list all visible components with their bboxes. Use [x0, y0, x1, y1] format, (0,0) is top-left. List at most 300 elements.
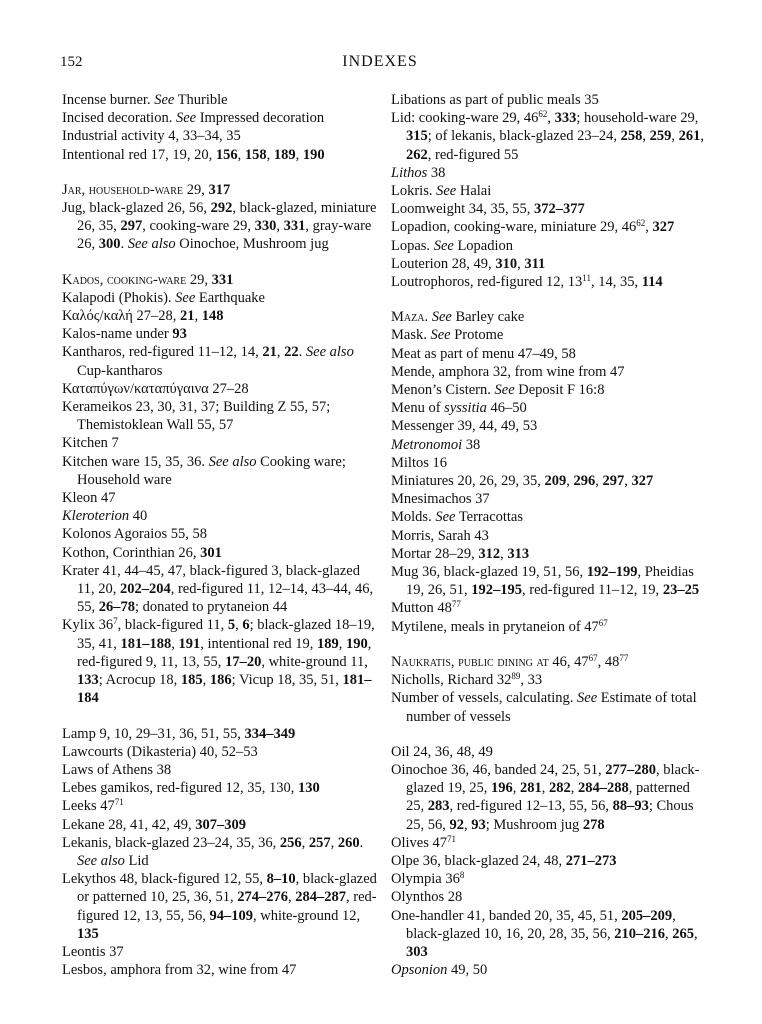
index-entry — [62, 109, 380, 127]
bold-reference: 189 — [317, 635, 339, 652]
bold-reference: 190 — [346, 635, 368, 652]
entry-text: , — [512, 780, 520, 797]
entry-text: Mutton 48 — [391, 600, 452, 617]
index-entry — [391, 200, 709, 218]
entry-text: Lopas. — [391, 237, 434, 254]
bold-reference: 331 — [211, 271, 234, 288]
index-entry — [391, 689, 709, 725]
entry-text: Olynthos 28 — [391, 889, 463, 906]
bold-reference: 327 — [631, 473, 654, 490]
index-entry — [391, 563, 709, 599]
small-caps-heading: Maza — [391, 309, 425, 326]
index-entry — [391, 834, 709, 852]
entry-text: Oinochoe 36, 46, banded 24, 25, 51, — [391, 761, 606, 778]
entry-text: Καλός/καλή 27–28, — [62, 308, 180, 325]
bold-reference: 6 — [242, 617, 250, 634]
entry-text: , cooking-ware 29, — [142, 218, 255, 235]
entry-text: ; of lekanis, black-glazed 23–24, — [427, 128, 621, 145]
bold-reference: 192–199 — [586, 564, 638, 581]
entry-text: Menon’s Cistern. — [391, 382, 495, 399]
entry-text: , — [566, 473, 574, 490]
index-entry — [62, 616, 380, 707]
entry-text: Mask. — [391, 327, 431, 344]
entry-text: Mende, amphora 32, from wine from 47 — [391, 363, 625, 380]
entry-text: Cup-kantharos — [77, 362, 163, 379]
bold-reference: 296 — [573, 473, 596, 490]
entry-text: , — [570, 780, 578, 797]
bold-reference: 156 — [215, 146, 238, 163]
footnote-ref: 71 — [446, 833, 456, 844]
entry-text: , — [517, 255, 525, 272]
entry-text: , — [171, 635, 179, 652]
index-entry — [62, 181, 380, 199]
bold-reference: 135 — [77, 925, 99, 942]
bold-reference: 265 — [672, 925, 694, 942]
bold-reference: 317 — [208, 181, 231, 198]
entry-text: Number of vessels, calculating. — [391, 690, 578, 707]
footnote-ref: 77 — [619, 652, 629, 663]
entry-text: 29, — [186, 271, 212, 288]
italic-term: See — [175, 110, 197, 127]
entry-text: , red-figured 55 — [427, 146, 519, 163]
index-entry — [391, 907, 709, 962]
running-title: INDEXES — [342, 53, 418, 70]
italic-term: See — [577, 690, 598, 707]
index-entry — [391, 255, 709, 273]
entry-text: Halai — [456, 183, 492, 200]
entry-text: , — [664, 925, 673, 942]
index-entry — [391, 237, 709, 255]
entry-text: , — [235, 617, 243, 634]
entry-text: , 14, 35, — [590, 274, 642, 291]
bold-reference: 303 — [406, 943, 428, 960]
index-entry — [62, 525, 380, 543]
index-entry — [391, 273, 709, 291]
entry-text: Louterion 28, 49, — [391, 255, 496, 272]
section-gap — [62, 708, 380, 725]
entry-text: , — [500, 545, 508, 562]
bold-reference: 205–209 — [621, 907, 673, 924]
entry-text: Incense burner. — [62, 92, 155, 108]
index-entry — [62, 199, 380, 254]
index-entry — [62, 325, 380, 343]
italic-term: See also — [305, 344, 354, 361]
bold-reference: 310 — [495, 255, 518, 272]
entry-text: , — [288, 889, 296, 906]
entry-text: Lamp 9, 10, 29–31, 36, 51, 55, — [62, 725, 245, 742]
bold-reference: 189 — [273, 146, 296, 163]
bold-reference: 21 — [262, 344, 277, 361]
entry-text: Mortar 28–29, — [391, 545, 479, 562]
index-entry — [391, 91, 709, 109]
italic-term: Lithos — [391, 164, 428, 181]
bold-reference: 190 — [302, 146, 325, 163]
page-header — [60, 48, 700, 78]
index-entry — [391, 671, 709, 689]
bold-reference: 277–280 — [605, 761, 656, 778]
entry-text: Miniatures 20, 26, 29, 35, — [391, 473, 545, 490]
entry-text: , 33 — [520, 672, 543, 689]
footnote-ref: 62 — [636, 218, 646, 229]
index-entry — [391, 436, 709, 454]
section-gap — [62, 164, 380, 181]
bold-reference: 331 — [283, 218, 306, 235]
index-entry — [62, 761, 380, 779]
italic-term: See — [494, 382, 515, 399]
entry-text: Miltos 16 — [391, 454, 447, 471]
italic-term: See — [431, 309, 452, 326]
entry-text: Lopadion, cooking-ware, miniature 29, 46 — [391, 219, 637, 236]
entry-text: , — [693, 925, 698, 942]
bold-reference: 334–349 — [244, 725, 296, 742]
index-entry — [62, 343, 380, 379]
entry-text: , — [541, 780, 549, 797]
index-entry — [62, 834, 380, 870]
bold-reference: 22 — [284, 344, 299, 361]
index-entry — [391, 870, 709, 888]
italic-term: See also — [208, 453, 257, 470]
entry-text: Kolonos Agoraios 55, 58 — [62, 526, 207, 543]
bold-reference: 262 — [406, 146, 428, 163]
entry-text: , Pheidias 19, 26, 51, — [406, 564, 694, 599]
bold-reference: 260 — [337, 834, 360, 851]
bold-reference: 274–276 — [237, 889, 289, 906]
index-entry — [62, 961, 380, 979]
entry-text: , patterned 25, — [406, 780, 690, 815]
entry-text: Kitchen ware 15, 35, 36. — [62, 453, 209, 470]
entry-text: Lekane 28, 41, 42, 49, — [62, 816, 196, 833]
index-entry — [62, 127, 380, 145]
index-entry — [391, 164, 709, 182]
index-entry — [391, 345, 709, 363]
entry-text: Kerameikos 23, 30, 31, 37; Building Z 55, 57; Themistoklean Wall 55, 57 — [62, 399, 331, 434]
entry-text: Olives 47 — [391, 834, 447, 851]
bold-reference: 307–309 — [195, 816, 247, 833]
entry-text: , white-ground 11, — [261, 653, 368, 670]
entry-text: Protome — [450, 327, 504, 344]
page-number: 152 — [60, 54, 83, 70]
entry-text: Molds. — [391, 509, 436, 526]
bold-reference: 185 — [180, 672, 203, 689]
bold-reference: 196 — [490, 780, 513, 797]
entry-text: Menu of — [391, 400, 445, 417]
entry-text: , — [700, 128, 704, 145]
index-entry — [62, 489, 380, 507]
entry-text: , — [671, 128, 679, 145]
entry-text: Lekanis, black-glazed 23–24, 35, 36, — [62, 834, 280, 851]
bold-reference: 284–288 — [577, 780, 629, 797]
footnote-ref: 11 — [582, 273, 591, 284]
italic-term: See — [175, 289, 196, 306]
bold-reference: 191 — [178, 635, 201, 652]
italic-term: See — [435, 509, 456, 526]
entry-text: , gray-ware 26, — [77, 218, 372, 253]
entry-text: Terracottas — [455, 509, 524, 526]
bold-reference: 181–188 — [120, 635, 172, 652]
entry-text: Intentional red 17, 19, 20, — [62, 146, 216, 163]
bold-reference: 210–216 — [614, 925, 665, 942]
entry-text: , — [645, 219, 653, 236]
entry-text: , black-figured 11, — [117, 617, 228, 634]
index-entry — [391, 743, 709, 761]
entry-text: , black-glazed 10, 16, 20, 28, 35, 56, — [406, 907, 676, 942]
index-entry — [62, 507, 380, 525]
entry-text: Laws of Athens 38 — [62, 761, 172, 778]
entry-text: ; black-glazed 18–19, 35, 41, — [77, 617, 375, 652]
italic-term: Opsonion — [391, 962, 448, 979]
italic-term: See — [436, 183, 457, 200]
entry-text: ; household-ware 29, — [576, 110, 699, 127]
entry-text: , — [338, 635, 347, 652]
entry-text: , red-figured 12, 13, 55, 56, — [77, 889, 377, 924]
index-entry — [391, 417, 709, 435]
small-caps-heading: Jar, household-ware — [62, 181, 184, 198]
bold-reference: 281 — [519, 780, 542, 797]
entry-text: Leeks 47 — [62, 798, 115, 815]
entry-text: Kothon, Corinthian 26, — [62, 544, 201, 561]
bold-reference: 312 — [478, 545, 501, 562]
entry-text: Thurible — [174, 92, 228, 108]
bold-reference: 209 — [544, 473, 567, 490]
index-entry — [391, 961, 709, 979]
entry-text: ; donated to prytaneion 44 — [135, 599, 288, 616]
index-entry — [391, 218, 709, 236]
entry-text: Kalapodi (Phokis). — [62, 289, 176, 306]
bold-reference: 258 — [620, 128, 643, 145]
entry-text: . — [298, 344, 306, 361]
entry-text: , black-glazed or patterned 10, 25, 36, 51, — [77, 871, 377, 906]
index-entry — [391, 363, 709, 381]
bold-reference: 300 — [98, 236, 121, 253]
entry-text: Lid: cooking-ware 29, 46 — [391, 110, 539, 127]
bold-reference: 133 — [77, 672, 99, 689]
index-entry — [62, 146, 380, 164]
index-entry — [62, 544, 380, 562]
entry-text: Jug, black-glazed 26, 56, — [62, 200, 211, 217]
italic-term: syssitia — [444, 400, 487, 417]
bold-reference: 186 — [209, 672, 232, 689]
bold-reference: 372–377 — [533, 201, 585, 218]
italic-term: See — [154, 92, 175, 108]
index-entry — [391, 381, 709, 399]
bold-reference: 261 — [678, 128, 701, 145]
entry-text: Kylix 36 — [62, 617, 114, 634]
entry-text: , white-ground 12, — [253, 907, 361, 924]
entry-text: Leontis 37 — [62, 943, 124, 960]
bold-reference: 93 — [471, 816, 486, 833]
entry-text: Lesbos, amphora from 32, wine from 47 — [62, 962, 297, 979]
entry-text: Nicholls, Richard 32 — [391, 672, 512, 689]
entry-text: , black-glazed 19, 25, — [406, 761, 700, 797]
bold-reference: 130 — [297, 780, 320, 797]
index-entry — [62, 380, 380, 398]
entry-text: Estimate of total number of vessels — [406, 690, 697, 725]
index-entry — [62, 816, 380, 834]
small-caps-heading: Naukratis, public dining at — [391, 653, 549, 670]
entry-text: , — [276, 344, 285, 361]
footnote-ref: 67 — [598, 617, 608, 628]
entry-text: Mnesimachos 37 — [391, 491, 490, 508]
bold-reference: 313 — [507, 545, 530, 562]
entry-text: Oil 24, 36, 48, 49 — [391, 743, 493, 760]
entry-text: 49, 50 — [447, 962, 488, 979]
entry-text: , — [330, 834, 338, 851]
bold-reference: 292 — [210, 200, 233, 217]
index-entry — [62, 943, 380, 961]
bold-reference: 158 — [244, 146, 267, 163]
index-entry — [391, 527, 709, 545]
bold-reference: 256 — [279, 834, 302, 851]
entry-text: Loomweight 34, 35, 55, — [391, 201, 534, 218]
index-entry — [62, 797, 380, 815]
footnote-ref: 71 — [114, 797, 124, 808]
entry-text: 38 — [462, 436, 481, 453]
small-caps-heading: Kados, cooking-ware — [62, 271, 187, 288]
bold-reference: 148 — [201, 308, 224, 325]
bold-reference: 271–273 — [565, 852, 617, 869]
italic-term: See also — [127, 236, 176, 253]
entry-text: Deposit F 16:8 — [514, 382, 605, 399]
footnote-ref: 7 — [113, 616, 118, 627]
entry-text: , — [595, 473, 603, 490]
index-entry — [62, 307, 380, 325]
entry-text: Incised decoration. — [62, 110, 176, 127]
entry-text: Barley cake — [451, 309, 525, 326]
entry-text: Cooking ware; Household ware — [77, 453, 346, 488]
bold-reference: 88–93 — [612, 798, 649, 815]
section-gap — [391, 726, 709, 743]
entry-text: Mytilene, meals in prytaneion of 47 — [391, 618, 599, 635]
index-entry — [62, 453, 380, 489]
index-entry — [391, 182, 709, 200]
entry-text: 38 — [427, 164, 446, 181]
index-column-left — [62, 91, 380, 979]
footnote-ref: 62 — [538, 109, 548, 120]
index-entry — [391, 454, 709, 472]
index-entry — [391, 888, 709, 906]
entry-text: , — [547, 110, 555, 127]
index-entry — [391, 490, 709, 508]
entry-text: , — [301, 834, 309, 851]
index-entry — [391, 599, 709, 617]
entry-text: Oinochoe, Mushroom jug — [175, 236, 329, 253]
bold-reference: 315 — [406, 128, 428, 145]
entry-text: Meat as part of menu 47–49, 58 — [391, 345, 576, 362]
index-entry — [62, 562, 380, 617]
entry-text: Morris, Sarah 43 — [391, 527, 489, 544]
index-entry — [62, 91, 380, 109]
bold-reference: 327 — [652, 219, 675, 236]
footnote-ref: 77 — [451, 599, 461, 610]
entry-text: , — [266, 146, 274, 163]
entry-text: Lid — [124, 852, 149, 869]
index-entry — [62, 398, 380, 434]
bold-reference: 93 — [172, 326, 187, 343]
section-gap — [391, 291, 709, 308]
index-entry — [62, 289, 380, 307]
entry-text: Mug 36, black-glazed 19, 51, 56, — [391, 564, 587, 581]
bold-reference: 311 — [524, 255, 546, 272]
bold-reference: 94–109 — [209, 907, 253, 924]
entry-text: . — [359, 834, 364, 851]
entry-text: , — [202, 672, 210, 689]
entry-text: Lekythos 48, black-figured 12, 55, — [62, 871, 267, 888]
bold-reference: 259 — [649, 128, 672, 145]
index-entry — [62, 743, 380, 761]
entry-text: , red-figured 11, 12–14, 43–44, 46, 55, — [77, 581, 374, 616]
entry-text: 46–50 — [486, 400, 527, 417]
entry-text: Messenger 39, 44, 49, 53 — [391, 418, 538, 435]
bold-reference: 23–25 — [662, 582, 700, 599]
index-entry — [391, 326, 709, 344]
footnote-ref: 89 — [511, 671, 521, 682]
index-entry — [62, 870, 380, 943]
entry-text: Industrial activity 4, 33–34, 35 — [62, 128, 241, 145]
entry-text: ; Acrocup 18, — [98, 672, 181, 689]
bold-reference: 301 — [200, 544, 222, 561]
bold-reference: 257 — [308, 834, 331, 851]
entry-text: , — [237, 146, 245, 163]
index-entry — [391, 653, 709, 671]
entry-text: Καταπύγων/καταπύγαινα 27–28 — [62, 380, 249, 397]
entry-text: Krater 41, 44–45, 47, black-figured 3, black-glazed 11, 20, — [62, 562, 360, 598]
entry-text: . — [424, 309, 432, 326]
entry-text: , red-figured 9, 11, 13, 55, — [77, 635, 372, 670]
entry-text: , — [276, 218, 284, 235]
entry-text: Lokris. — [391, 183, 437, 200]
footnote-ref: 8 — [459, 870, 465, 881]
entry-text: 40 — [129, 508, 148, 525]
entry-text: Kitchen 7 — [62, 435, 119, 452]
index-entry — [391, 852, 709, 870]
entry-text: One-handler 41, banded 20, 35, 45, 51, — [391, 907, 622, 924]
italic-term: Kleroterion — [62, 508, 130, 525]
index-column-right — [391, 91, 709, 979]
bold-reference: 8–10 — [266, 871, 296, 888]
bold-reference: 297 — [602, 473, 625, 490]
entry-text: , intentional red 19, — [200, 635, 318, 652]
bold-reference: 282 — [548, 780, 571, 797]
entry-text: Loutrophoros, red-figured 12, 13 — [391, 274, 583, 291]
entry-text: Olpe 36, black-glazed 24, 48, — [391, 852, 566, 869]
index-entry — [62, 271, 380, 289]
bold-reference: 5 — [227, 617, 236, 634]
bold-reference: 202–204 — [119, 581, 171, 598]
entry-text: ; Vicup 18, 35, 51, — [231, 672, 343, 689]
section-gap — [62, 254, 380, 271]
entry-text: 46, 47 — [548, 653, 589, 670]
bold-reference: 283 — [427, 798, 450, 815]
italic-term: Metronomoi — [391, 436, 463, 453]
index-entry — [391, 109, 709, 164]
entry-text: Kalos-name under — [62, 326, 173, 343]
entry-text: , — [295, 146, 303, 163]
index-entry — [391, 761, 709, 834]
entry-text: Earthquake — [195, 289, 265, 306]
bold-reference: 17–20 — [225, 653, 262, 670]
entry-text: Kleon 47 — [62, 490, 116, 507]
bold-reference: 26–78 — [98, 599, 135, 616]
entry-text: ; Mushroom jug — [485, 816, 583, 833]
entry-text: , red-figured 12–13, 55, 56, — [449, 798, 613, 815]
footnote-ref: 67 — [588, 652, 598, 663]
index-entry — [391, 308, 709, 326]
italic-term: See — [430, 327, 451, 344]
entry-text: Lebes gamikos, red-figured 12, 35, 130, — [62, 780, 298, 797]
bold-reference: 181–184 — [77, 672, 372, 707]
bold-reference: 21 — [179, 308, 195, 325]
entry-text: Kantharos, red-figured 11–12, 14, — [62, 344, 263, 361]
